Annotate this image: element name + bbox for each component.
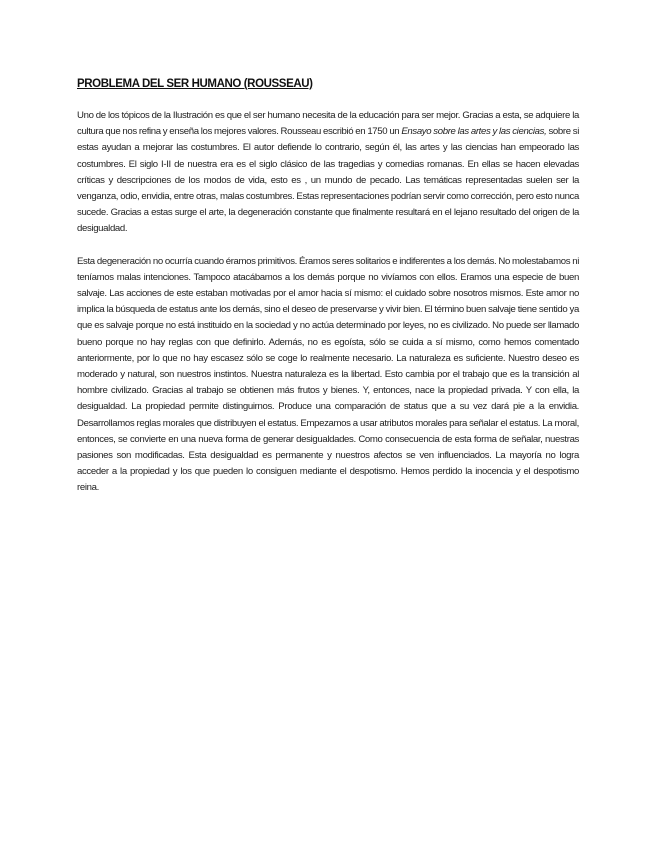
- document-title: PROBLEMA DEL SER HUMANO (ROUSSEAU): [77, 78, 313, 90]
- document-body: [77, 76, 579, 513]
- paragraph-1-text-start: Uno de los tópicos de la Ilustración es que el ser humano necesita de la educación para ser mejor. Gracias a esta, se adquiere la cultura que nos refina y enseña los mejores valores. Rousseau escribió en 1750 un: [77, 110, 579, 138]
- paragraph-1: [77, 108, 579, 238]
- book-title-italic: Ensayo sobre las artes y las ciencias,: [401, 126, 547, 138]
- paragraph-1-text-end: sobre si estas ayudan a mejorar las costumbres. El autor defiende lo contrario, según él, las artes y las ciencias han empeorado las costumbres. El siglo I-II de nuestra era es el siglo clásico de las tragedias y comedias romanas. En ellas se hacen elevadas críticas y descripciones de los modos de vida, esto es , un mundo de pecado. Las temáticas representadas suelen ser la venganza, odio, envidia, entre otras, malas costumbres. Estas representaciones podrían servir como corrección, pero esto nunca sucede. Gracias a estas surge el arte, la degeneración constante que finalmente resultará en el lejano resultado del origen de la desigualdad.: [77, 126, 579, 235]
- paragraph-2: Esta degeneración no ocurría cuando éramos primitivos. Éramos seres solitarios e indiferentes a los demás. No molestabamos ni teníamos malas intenciones. Tampoco atacábamos a los demás porque no vivíamos con ellos. Eramos una especie de buen salvaje. Las acciones de este estaban motivadas por el amor hacia sí mismo: el cuidado sobre nosotros mismos. Este amor no implica la búsqueda de estatus ante los demás, sino el deseo de preservarse y vivir bien. El término buen salvaje tiene sentido ya que es salvaje porque no está instituido en la sociedad y no actúa determinado por leyes, no es civilizado. No puede ser llamado bueno porque no hay reglas con que definirlo. Además, no es egoísta, sólo se cuida a sí mismo, como hemos comentado anteriormente, por lo que no hay escasez sólo se coge lo realmente necesario. La naturaleza es suficiente. Nuestro deseo es moderado y natural, son nuestros instintos. Nuestra naturaleza es la libertad. Esto cambia por el trabajo que es la transición al hombre civilizado. Gracias al trabajo se obtienen más frutos y bienes. Y, entonces, nace la propiedad privada. Y con ella, la desigualdad. La propiedad permite distinguirnos. Produce una comparación de status que a su vez dará pie a la envidia. Desarrollamos reglas morales que distribuyen el estatus. Empezamos a usar atributos morales para señalar el estatus. La moral, entonces, se convierte en una nueva forma de generar desigualdades. Como consecuencia de esta forma de señalar, nuestras pasiones son modificadas. Esta desigualdad es permanente y nuestros afectos se ven influenciados. La mayoría no logra acceder a la propiedad y los que pueden lo consiguen mediante el despotismo. Hemos perdido la inocencia y el despotismo reina.: [77, 255, 579, 494]
